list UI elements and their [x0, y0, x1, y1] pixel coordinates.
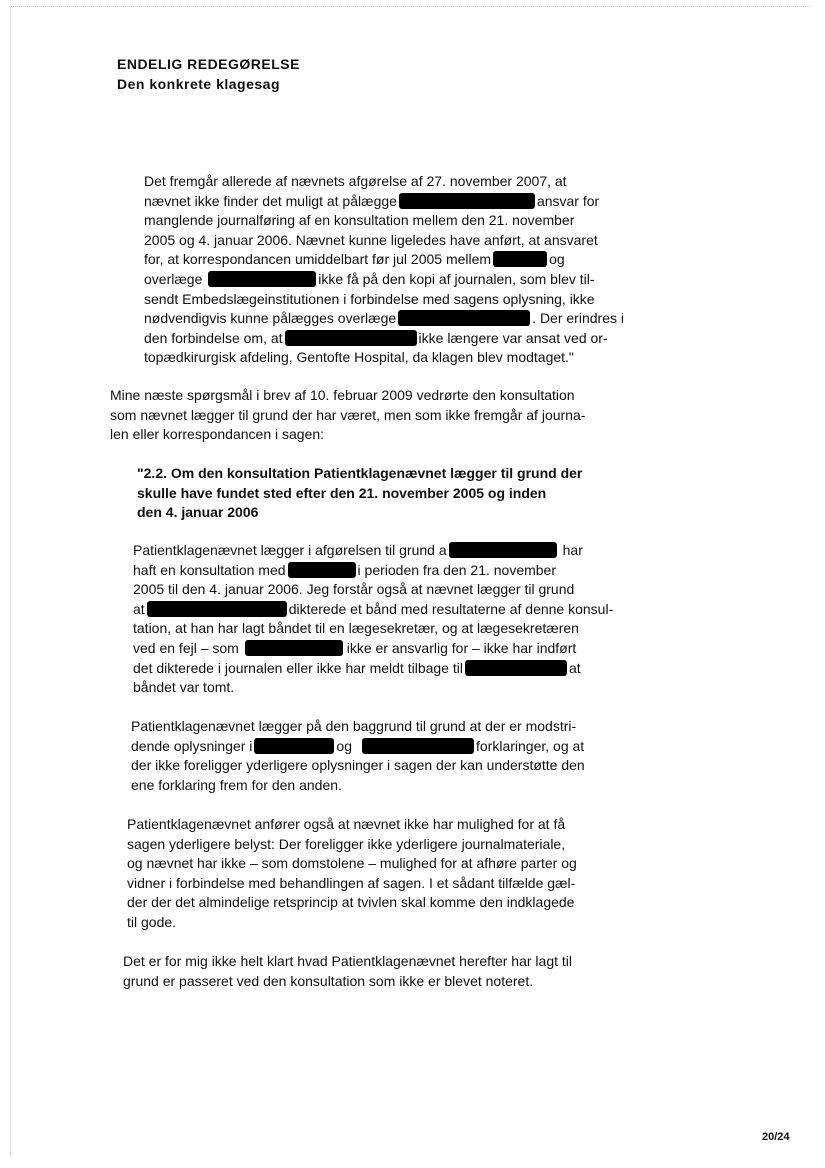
text-fragment: ikke få på den kopi af journalen, som blev til-	[318, 270, 595, 287]
body-paragraph	[131, 717, 601, 795]
text-fragment: at	[568, 659, 581, 676]
text-fragment: og	[549, 251, 565, 268]
text-line	[144, 192, 614, 212]
redaction-box	[285, 330, 417, 346]
redaction-box	[288, 562, 356, 578]
question-heading	[137, 464, 607, 523]
redaction-box	[398, 310, 530, 326]
text-line: manglende journalføring af en konsultation mellem den 21. november	[144, 212, 575, 229]
text-fragment: dende oplysninger i	[131, 737, 253, 754]
text-line: til gode.	[127, 913, 177, 930]
text-fragment: . Der erindres i	[532, 310, 624, 327]
text-line: Det er for mig ikke helt klart hvad Patientklagenævnet herefter har lagt til	[123, 953, 572, 969]
redaction-box	[493, 251, 547, 267]
text-fragment: forklaringer, og at	[476, 737, 585, 754]
text-line: Patientklagenævnet lægger på den baggrund til grund at der er modstri-	[131, 718, 577, 734]
text-line: der ikke foreligger yderligere oplysninger i sagen der kan understøtte den	[131, 757, 585, 774]
page-edge-top	[10, 6, 810, 7]
text-line	[133, 600, 614, 620]
text-fragment: haft en konsultation med	[133, 561, 286, 578]
text-fragment: har	[562, 542, 583, 558]
text-line	[144, 270, 614, 290]
text-line: den 4. januar 2006	[137, 504, 259, 521]
body-paragraph	[110, 386, 590, 445]
text-line: ene forklaring frem for den anden.	[131, 776, 342, 793]
text-fragment: at	[133, 600, 145, 617]
text-fragment: ansvar for	[536, 192, 600, 209]
text-line: "2.2. Om den konsultation Patientklagenævnet lægger til grund der	[137, 465, 583, 481]
text-line: 2005 og 4. januar 2006. Nævnet kunne ligeledes have anført, at ansvaret	[144, 231, 598, 248]
text-line	[133, 659, 603, 679]
text-line	[133, 561, 603, 581]
text-line: som nævnet lægger til grund der har været, men som ikke fremgår af journa-	[110, 406, 586, 423]
redaction-box	[254, 738, 334, 754]
text-line: Mine næste spørgsmål i brev af 10. februar 2009 vedrørte den konsultation	[110, 387, 575, 403]
text-line: sagen yderligere belyst: Der foreligger ikke yderligere journalmateriale,	[127, 835, 566, 852]
text-line: Det fremgår allerede af nævnets afgørelse af 27. november 2007, at	[144, 173, 567, 189]
text-line: grund er passeret ved den konsultation som ikke er blevet noteret.	[123, 972, 534, 989]
text-fragment: nødvendigvis kunne pålægges overlæge	[144, 310, 397, 327]
page-number: 20/24	[762, 1131, 790, 1143]
redaction-box	[399, 193, 535, 209]
text-fragment: dikterede et bånd med resultaterne af denne konsul-	[288, 600, 614, 617]
document-header	[117, 54, 300, 94]
document-subtitle: Den konkrete klagesag	[117, 76, 281, 92]
text-line	[144, 309, 624, 329]
text-line	[133, 639, 603, 659]
text-fragment: det dikterede i journalen eller ikke har meldt tilbage til	[133, 659, 463, 676]
text-fragment: ikke længere var ansat ved or-	[418, 329, 608, 346]
body-paragraph	[127, 815, 597, 933]
text-line	[144, 329, 614, 349]
text-line: len eller korrespondancen i sagen:	[110, 426, 325, 443]
text-line: Patientklagenævnet anfører også at nævnet ikke har mulighed for at få	[127, 816, 566, 832]
redaction-box	[362, 738, 474, 754]
text-line: båndet var tomt.	[133, 679, 235, 696]
text-fragment: ikke er ansvarlig for – ikke har indført	[346, 639, 577, 656]
text-line: der der det almindelige retsprincip at tvivlen skal komme den indklagede	[127, 894, 575, 911]
text-line: og nævnet har ikke – som domstolene – mulighed for at afhøre parter og	[127, 855, 577, 872]
redaction-box	[208, 271, 316, 287]
text-line	[133, 541, 603, 561]
body-paragraph	[133, 541, 614, 698]
text-line: tation, at han har lagt båndet til en lægesekretær, og at lægesekretæren	[133, 620, 579, 637]
text-line	[144, 250, 614, 270]
redaction-box	[147, 601, 287, 617]
document-title: ENDELIG REDEGØRELSE	[117, 56, 300, 72]
text-fragment: den forbindelse om, at	[144, 329, 283, 346]
text-fragment: overlæge	[144, 270, 203, 287]
redaction-box	[245, 640, 343, 656]
text-fragment: ved en fejl – som	[133, 639, 239, 656]
redaction-box	[449, 542, 557, 558]
quote-paragraph	[144, 172, 624, 368]
text-fragment: nævnet ikke finder det muligt at pålægge	[144, 192, 397, 209]
text-line: topædkirurgisk afdeling, Gentofte Hospital, da klagen blev modtaget."	[144, 349, 574, 366]
text-fragment: i perioden fra den 21. november	[357, 561, 557, 578]
text-line: 2005 til den 4. januar 2006. Jeg forstår også at nævnet lægger til grund	[133, 581, 575, 598]
text-line: skulle have fundet sted efter den 21. november 2005 og inden	[137, 484, 547, 501]
text-line: sendt Embedslægeinstitutionen i forbindelse med sagens oplysning, ikke	[144, 290, 595, 307]
text-fragment: for, at korrespondancen umiddelbart før jul 2005 mellem	[144, 251, 492, 268]
text-fragment: Patientklagenævnet lægger i afgørelsen til grund a	[133, 542, 447, 558]
page-edge-left	[10, 6, 11, 1156]
body-paragraph	[123, 952, 603, 991]
text-fragment: og	[336, 737, 352, 754]
text-line: vidner i forbindelse med behandlingen af sagen. I et sådant tilfælde gæl-	[127, 874, 576, 891]
text-line	[131, 737, 601, 757]
redaction-box	[465, 660, 567, 676]
